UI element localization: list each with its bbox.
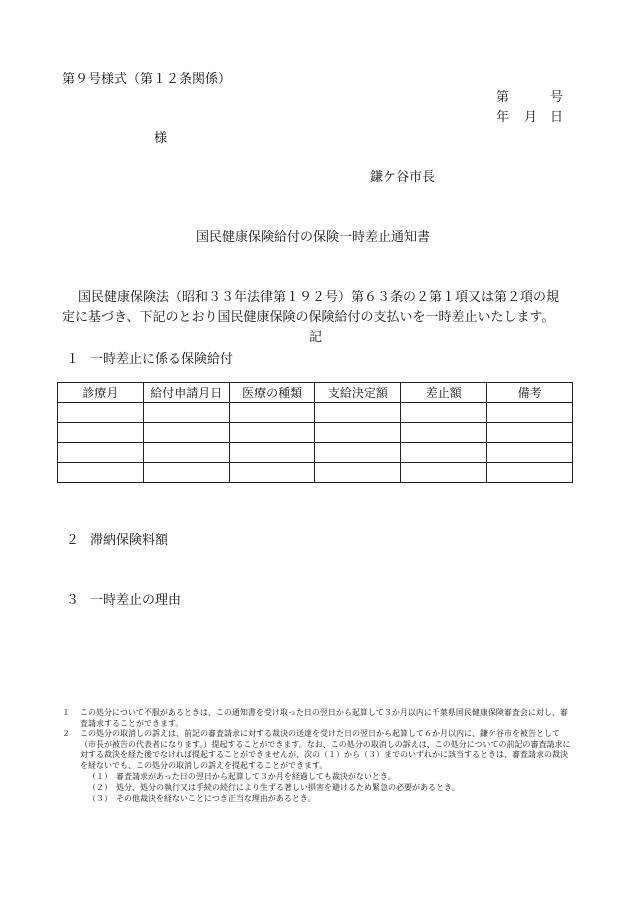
table-header: 備考 bbox=[487, 383, 573, 403]
section-2-number: ２ bbox=[66, 533, 80, 548]
note-2-sub-1: （１） 審査請求があった日の翌日から起算して３か月を経過しても裁決がないとき。 bbox=[88, 772, 396, 781]
date-day: 日 bbox=[550, 110, 564, 125]
note-1-text: この処分について不服があるときは、この通知書を受け取った日の翌日から起算して３か月以内に千葉県国民健康保険審査会に対し、審査請求することができます。 bbox=[80, 708, 568, 728]
body-line-2: 定に基づき、下記のとおり国民健康保険の保険給付の支払いを一時差止いたします。 bbox=[62, 310, 555, 325]
body-line-1: 国民健康保険法（昭和３３年法律第１９２号）第６３条の２第１項又は第２項の規 bbox=[78, 290, 560, 305]
table-header: 給付申請月日 bbox=[143, 383, 229, 403]
table-cell bbox=[229, 403, 315, 423]
note-1-number: １ bbox=[62, 708, 70, 717]
section-2-label: 滞納保険料額 bbox=[90, 533, 169, 548]
table-header: 支給決定額 bbox=[315, 383, 401, 403]
section-3-number: ３ bbox=[66, 593, 80, 608]
note-1 bbox=[62, 708, 572, 729]
table-row bbox=[58, 443, 573, 463]
table-cell bbox=[401, 403, 487, 423]
table-cell bbox=[143, 443, 229, 463]
document-title: 国民健康保険給付の保険一時差止通知書 bbox=[196, 230, 431, 245]
table-header: 診療月 bbox=[58, 383, 144, 403]
table-cell bbox=[58, 423, 144, 443]
table-cell bbox=[487, 463, 573, 483]
table-cell bbox=[401, 443, 487, 463]
ki-marker: 記 bbox=[309, 330, 323, 345]
date-year: 年 bbox=[496, 110, 510, 125]
number-prefix: 第 bbox=[496, 90, 510, 105]
table-cell bbox=[487, 443, 573, 463]
section-1-label: 一時差止に係る保険給付 bbox=[90, 352, 234, 367]
table-row bbox=[58, 403, 573, 423]
table-cell bbox=[229, 443, 315, 463]
note-2-text: この処分の取消しの訴えは、前記の審査請求に対する裁決の送達を受けた日の翌日から起算して６か月以内に、鎌ケ谷市を被告として（市長が被告の代表者になります。）提起することができます。なお、この処分の取消しの訴えは、この処分についての前記の審査請求に対する裁決を経た後でなければ提起することができませんが、次の（１）から（３）までのいずれかに該当するときは、審査請求の裁決を経ないでも、この処分の取消しの訴えを提起することができます。 bbox=[80, 729, 571, 770]
table-row bbox=[58, 463, 573, 483]
table-cell bbox=[58, 463, 144, 483]
table-cell bbox=[315, 403, 401, 423]
benefit-table bbox=[57, 382, 573, 483]
section-3-label: 一時差止の理由 bbox=[90, 593, 182, 608]
note-2-sub-3: （３） その他裁決を経ないことにつき正当な理由があるとき。 bbox=[88, 794, 316, 803]
note-2-number: ２ bbox=[62, 729, 70, 738]
table-cell bbox=[401, 463, 487, 483]
table-header-row bbox=[58, 383, 573, 403]
form-label: 第９号様式（第１２条関係） bbox=[62, 72, 232, 87]
sender-name: 鎌ケ谷市長 bbox=[370, 170, 436, 185]
note-2-sub-2: （２） 処分、処分の執行又は手続の続行により生ずる著しい損害を避けるため緊急の必要があるとき。 bbox=[88, 783, 460, 792]
table-cell bbox=[58, 443, 144, 463]
table-header: 差止額 bbox=[401, 383, 487, 403]
table-cell bbox=[143, 463, 229, 483]
table-cell bbox=[58, 403, 144, 423]
table-cell bbox=[229, 463, 315, 483]
table-row bbox=[58, 423, 573, 443]
date-month: 月 bbox=[524, 110, 538, 125]
section-1-number: １ bbox=[66, 352, 80, 367]
table-cell bbox=[315, 423, 401, 443]
table-cell bbox=[315, 443, 401, 463]
addressee-suffix: 様 bbox=[154, 131, 168, 146]
note-2 bbox=[62, 729, 572, 771]
table-cell bbox=[143, 423, 229, 443]
number-suffix: 号 bbox=[550, 90, 564, 105]
table-cell bbox=[487, 423, 573, 443]
table-cell bbox=[143, 403, 229, 423]
table-cell bbox=[229, 423, 315, 443]
table-cell bbox=[315, 463, 401, 483]
table-cell bbox=[487, 403, 573, 423]
table-cell bbox=[401, 423, 487, 443]
table-header: 医療の種類 bbox=[229, 383, 315, 403]
